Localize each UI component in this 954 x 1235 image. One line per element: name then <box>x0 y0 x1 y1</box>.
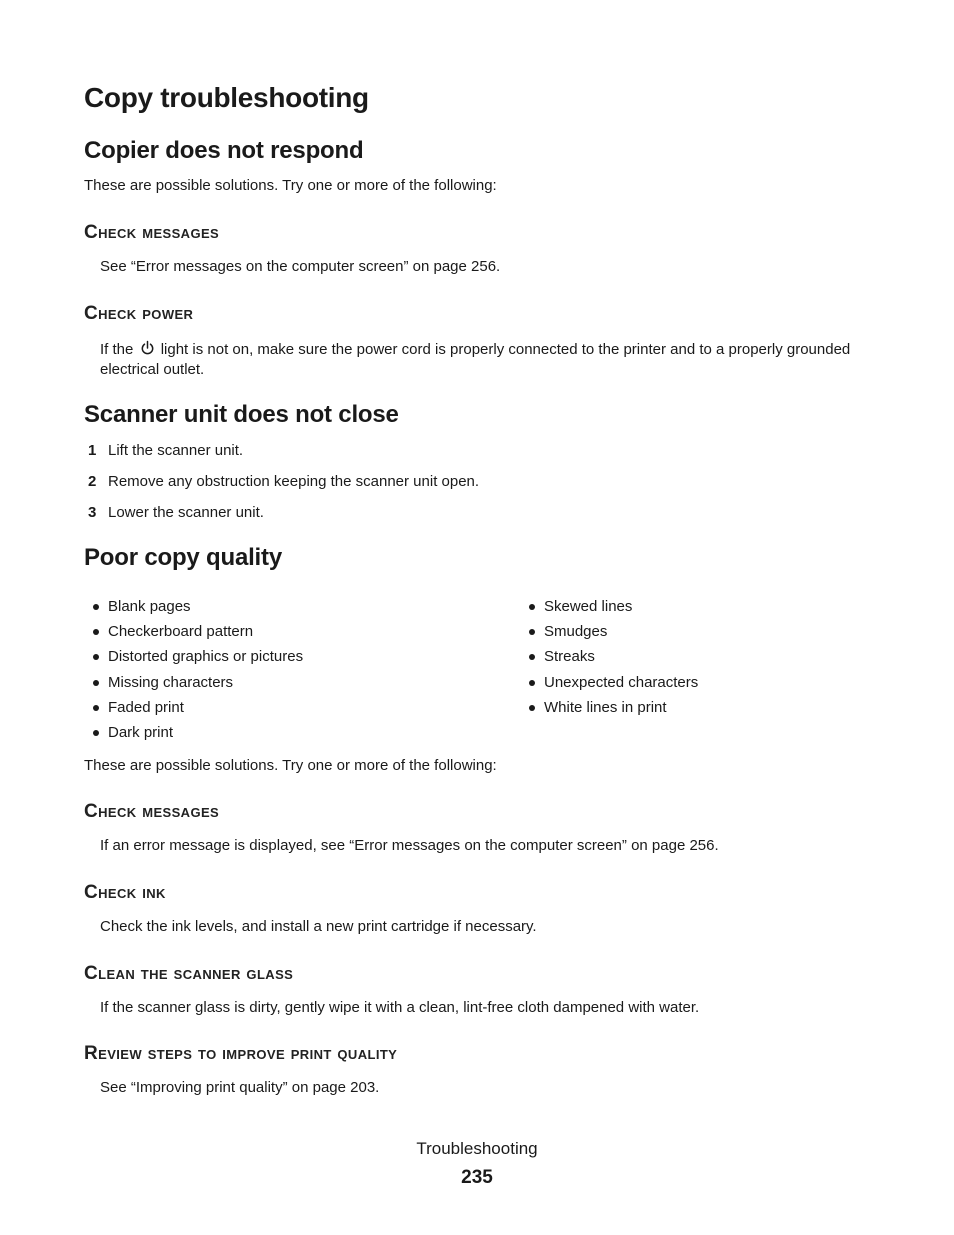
subheading-check-power: Check power <box>84 303 194 324</box>
page-title: Copy troubleshooting <box>84 82 369 113</box>
section-heading-quality: Poor copy quality <box>84 544 282 571</box>
bullet-dot <box>93 629 99 635</box>
step-number-3: 3 <box>88 504 97 521</box>
list-item: Missing characters <box>108 674 234 691</box>
list-item: Faded print <box>108 699 184 716</box>
list-item: Unexpected characters <box>544 674 699 691</box>
check-power-text-after: light is not on, make sure the power cord is properly connected to the printer and to a properly grounded electrical outlet. <box>100 341 851 378</box>
list-item: Distorted graphics or pictures <box>108 648 304 665</box>
bullet-dot <box>529 654 535 660</box>
list-item: White lines in print <box>544 699 667 716</box>
bullet-dot <box>93 705 99 711</box>
footer-page-number: 235 <box>461 1167 493 1188</box>
copier-intro: These are possible solutions. Try one or more of the following: <box>84 177 497 194</box>
bullet-dot <box>529 629 535 635</box>
bullet-dot <box>93 654 99 660</box>
subheading-check-ink: Check ink <box>84 882 166 903</box>
check-ink-text: Check the ink levels, and install a new print cartridge if necessary. <box>100 918 537 935</box>
check-messages-text-1: See “Error messages on the computer screen” on page 256. <box>100 258 501 275</box>
clean-glass-text: If the scanner glass is dirty, gently wipe it with a clean, lint-free cloth dampened with water. <box>100 999 700 1016</box>
subheading-check-messages-2: Check messages <box>84 801 220 822</box>
step-number-2: 2 <box>88 473 97 490</box>
bullet-dot <box>529 705 535 711</box>
subheading-clean-glass: Clean the scanner glass <box>84 963 294 984</box>
bullet-dot <box>93 730 99 736</box>
bullet-dot <box>529 680 535 686</box>
review-steps-text: See “Improving print quality” on page 203. <box>100 1079 380 1096</box>
subheading-check-messages-1: Check messages <box>84 222 220 243</box>
bullet-dot <box>529 604 535 610</box>
bullet-dot <box>93 680 99 686</box>
check-power-text <box>100 340 880 380</box>
list-item: Skewed lines <box>544 598 633 615</box>
power-icon <box>140 340 155 356</box>
subheading-review-steps: Review steps to improve print quality <box>84 1043 398 1064</box>
step-number-1: 1 <box>88 442 97 459</box>
step-text-1: Lift the scanner unit. <box>108 442 244 459</box>
footer-section-label: Troubleshooting <box>416 1139 538 1158</box>
section-heading-scanner: Scanner unit does not close <box>84 401 399 428</box>
step-text-2: Remove any obstruction keeping the scanner unit open. <box>108 473 480 490</box>
list-item: Streaks <box>544 648 595 665</box>
quality-intro: These are possible solutions. Try one or more of the following: <box>84 757 497 774</box>
list-item: Smudges <box>544 623 608 640</box>
check-power-text-before: If the <box>100 341 134 358</box>
bullet-dot <box>93 604 99 610</box>
section-heading-copier: Copier does not respond <box>84 137 364 164</box>
check-messages-text-2: If an error message is displayed, see “Error messages on the computer screen” on page 256. <box>100 837 719 854</box>
step-text-3: Lower the scanner unit. <box>108 504 264 521</box>
list-item: Blank pages <box>108 598 191 615</box>
list-item: Dark print <box>108 724 174 741</box>
list-item: Checkerboard pattern <box>108 623 254 640</box>
